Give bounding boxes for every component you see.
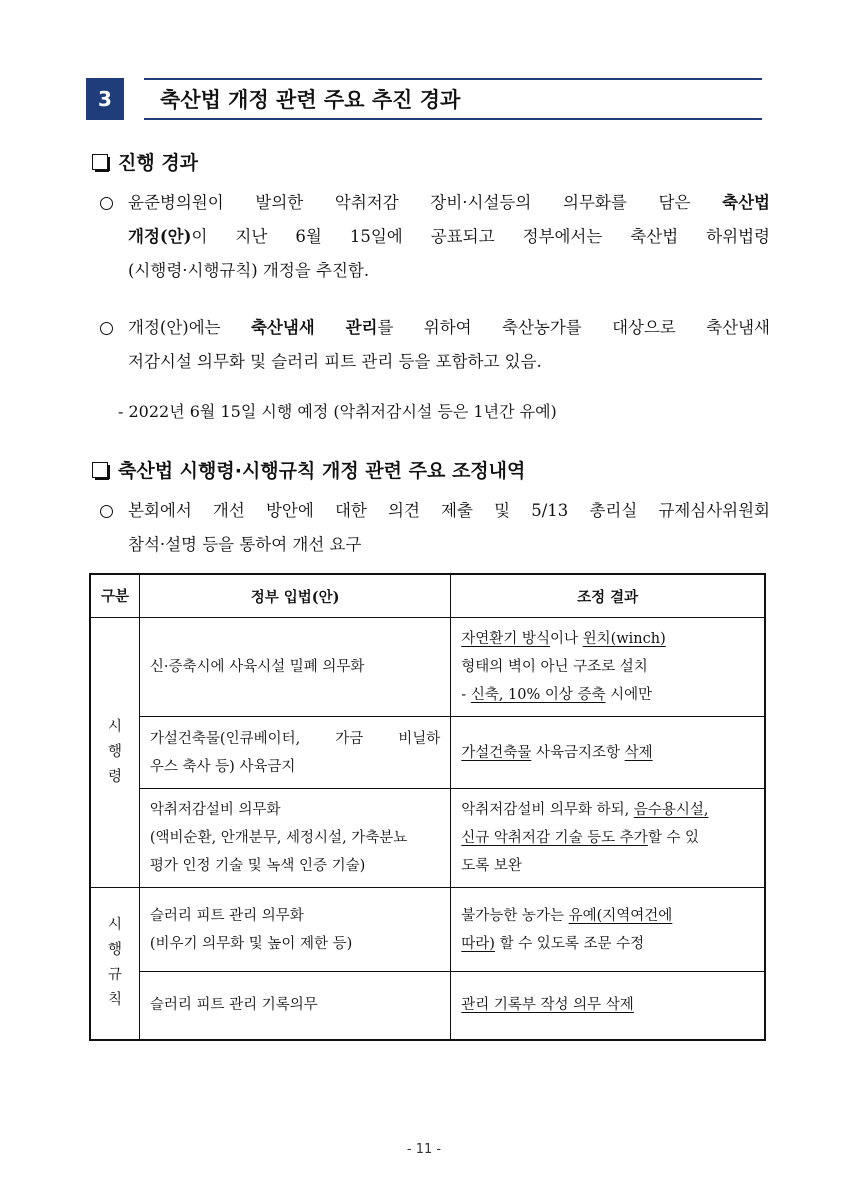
- checkbox-square-icon: [92, 462, 108, 478]
- bullet-line: [128, 220, 770, 254]
- cell-line: 형태의 벽이 아닌 구조로 설치: [461, 659, 648, 675]
- underlined-text: 따라): [461, 935, 495, 952]
- result-cell: [451, 717, 765, 789]
- progress-bullet-2: [100, 311, 776, 379]
- cell-line: [461, 739, 754, 767]
- cell-line: 도록 보완: [461, 858, 522, 874]
- label-char: 행: [107, 744, 122, 760]
- adjustment-heading: [92, 456, 525, 483]
- progress-bullet-1: [100, 186, 776, 288]
- group-label-enforcement-rules: [90, 888, 139, 1040]
- cell-line: 평가 인정 기술 및 녹색 인증 기술): [149, 858, 366, 874]
- bullet-line: [128, 311, 770, 345]
- page-number: - 11 -: [406, 1142, 442, 1157]
- cell-text: 슬러리 피트 관리 기록의무: [149, 997, 318, 1014]
- progress-heading: [92, 148, 198, 175]
- label-char: 행: [107, 942, 122, 959]
- gov-cell: [139, 618, 450, 717]
- circle-bullet-icon: [100, 505, 113, 518]
- cell-line: [461, 625, 754, 653]
- schedule-note: - 2022년 6월 15일 시행 예정 (악취저감시설 등은 1년간 유예): [118, 402, 557, 421]
- cell-line: 악취저감설비 의무화: [149, 802, 281, 818]
- cell-line: [461, 681, 754, 709]
- text-span: 이나: [549, 631, 583, 647]
- table-row: [90, 618, 765, 717]
- gov-cell: [139, 717, 450, 789]
- table-header-row: [90, 574, 765, 618]
- section-title: 축산법 개정 관련 주요 추진 경과: [160, 88, 461, 112]
- cell-line: 슬러리 피트 관리 의무화: [149, 907, 304, 924]
- result-cell: [451, 618, 765, 717]
- result-cell: [451, 789, 765, 888]
- cell-line: 우스 축사 등) 사육금지: [149, 758, 296, 775]
- cell-line: (액비순환, 안개분무, 세정시설, 가축분뇨: [149, 830, 408, 846]
- checkbox-square-icon: [92, 154, 108, 170]
- cell-line: [461, 796, 754, 824]
- text-span: 윤준병의원이 발의한 악취저감 장비·시설등의 의무화를 담은: [128, 193, 723, 212]
- cell-line: [461, 824, 754, 852]
- underlined-text: 유예(지역여건에: [568, 907, 673, 924]
- cell-text: 신·증축시에 사육시설 밀폐 의무화: [149, 659, 365, 675]
- cell-line: [461, 930, 754, 958]
- text-span: 사육금지조항: [531, 744, 625, 761]
- underlined-text: 삭제: [624, 744, 653, 761]
- bullet-line: [128, 186, 770, 220]
- result-cell: [451, 888, 765, 972]
- gov-cell: [139, 789, 450, 888]
- text-span: 할 수 있도록 조문 수정: [494, 935, 645, 952]
- bullet-line: (시행령·시행규칙) 개정을 추진함.: [128, 261, 370, 280]
- underlined-text: 자연환기 방식: [461, 631, 550, 647]
- text-span: 불가능한 농가는: [461, 907, 569, 924]
- cell-line: (비우기 의무화 및 높이 제한 등): [149, 935, 353, 952]
- bullet-line: 참석·설명 등을 통하여 개선 요구: [128, 535, 362, 554]
- bullet-line: 저감시설 의무화 및 슬러리 피트 관리 등을 포함하고 있음.: [128, 352, 542, 371]
- group-label-enforcement-decree: [90, 618, 139, 888]
- adjustment-table: [89, 573, 766, 1041]
- text-span: 이 지난 6월 15일에 공표되고 정부에서는 축산법 하위법령: [191, 227, 770, 246]
- bold-text: 축산냄새 관리: [250, 318, 378, 337]
- text-span: 할 수 있: [647, 830, 700, 846]
- section-header: [86, 78, 762, 120]
- label-char: 령: [107, 769, 122, 785]
- bold-text: 축산법: [722, 193, 770, 212]
- text-span: 악취저감설비 의무화 하되,: [461, 802, 634, 818]
- cell-line: 가설건축물(인큐베이터, 가금 비닐하: [149, 730, 441, 747]
- text-span: 를 위하여 축산농가를 대상으로 축산냄새: [377, 318, 770, 337]
- text-span: -: [461, 687, 471, 703]
- underlined-text: 신축, 10% 이상 증축: [470, 687, 606, 703]
- label-char: 시: [107, 917, 122, 934]
- label-char: 규: [107, 967, 122, 984]
- header-adjustment-result: 조정 결과: [451, 574, 765, 618]
- underlined-text: 관리 기록부 작성 의무 삭제: [461, 997, 634, 1014]
- progress-heading-text: 진행 경과: [118, 152, 199, 174]
- gov-cell: [139, 888, 450, 972]
- table-row: [90, 789, 765, 888]
- text-span: 개정(안)에는: [128, 318, 251, 337]
- text-span: 시에만: [605, 687, 653, 703]
- header-government-bill: 정부 입법(안): [139, 574, 450, 618]
- underlined-text: 음수용시설,: [633, 802, 709, 818]
- adjustment-heading-text: 축산법 시행령·시행규칙 개정 관련 주요 조정내역: [118, 460, 526, 482]
- table-row: [90, 888, 765, 972]
- circle-bullet-icon: [100, 197, 113, 210]
- cell-line: [461, 902, 754, 930]
- result-cell: [451, 972, 765, 1040]
- gov-cell: [139, 972, 450, 1040]
- section-number-badge: 3: [86, 78, 124, 120]
- label-char: 칙: [107, 992, 122, 1009]
- underlined-text: 윈치(winch): [582, 631, 666, 647]
- circle-bullet-icon: [100, 322, 113, 335]
- bullet-line: 본회에서 개선 방안에 대한 의견 제출 및 5/13 총리실 규제심사위원회: [128, 501, 770, 520]
- table-row: [90, 972, 765, 1040]
- table-row: [90, 717, 765, 789]
- section-bottom-rule: [144, 118, 762, 120]
- label-char: 시: [107, 719, 122, 735]
- header-category: 구분: [90, 574, 139, 618]
- underlined-text: 가설건축물: [461, 744, 532, 761]
- underlined-text: 신규 악취저감 기술 등도 추가: [461, 830, 648, 846]
- bold-text: 개정(안): [128, 227, 192, 246]
- adjustment-bullet: [100, 494, 776, 562]
